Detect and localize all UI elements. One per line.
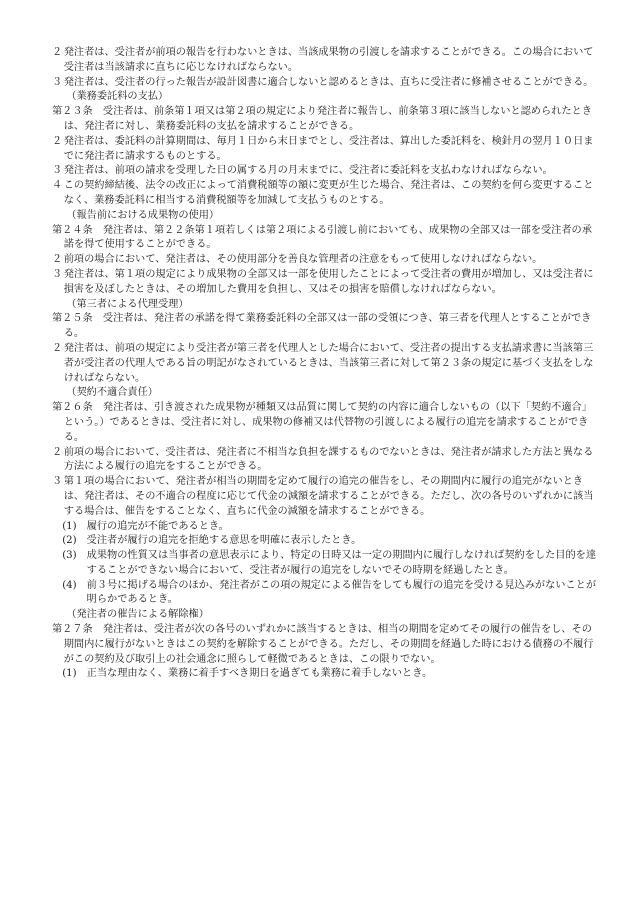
paragraph-number: ３ xyxy=(52,268,63,280)
list-item xyxy=(62,667,600,682)
paragraph xyxy=(52,46,600,76)
item-text: 正当な理由なく、業務に着手すべき期日を過ぎても業務に着手しないとき。 xyxy=(86,668,433,680)
item-text: 受注者が履行の追完を拒絶する意思を明確に表示したとき。 xyxy=(86,535,362,547)
paragraph-number: ３ xyxy=(52,76,63,88)
item-number: (1) xyxy=(62,520,77,532)
item-number: (2) xyxy=(62,535,77,547)
paragraph xyxy=(52,268,600,298)
paragraph-text: 発注者は、委託料の計算期間は、毎月１日から末日までとし、受注者は、算出した委託料を、検針月の翌月１０日までに発注者に請求するものとする。 xyxy=(63,135,594,162)
paragraph-number: ２ xyxy=(52,446,63,458)
list-item xyxy=(62,534,600,549)
item-number: (4) xyxy=(62,579,77,591)
article-paragraph: 第２４条 発注者は、第２２条第１項若しくは第２項による引渡し前においても、成果物の全部又は一部を受注者の承諾を得て使用することができる。 xyxy=(52,224,592,251)
paragraph-number: ２ xyxy=(52,342,63,354)
article-paragraph: 第２６条 発注者は、引き渡された成果物が種類又は品質に関して契約の内容に適合しないもの（以下「契約不適合」という。）であるときは、受注者に対し、成果物の修補又は代替物の引渡しによる履行の追完を請求することができる。 xyxy=(52,402,592,443)
paragraph xyxy=(52,76,600,91)
article-paragraph: 第２５条 受注者は、発注者の承諾を得て業務委託料の全部又は一部の受領につき、第三者を代理人とすることができる。 xyxy=(52,313,592,340)
list-item xyxy=(62,579,600,609)
item-text: 履行の追完が不能であるとき。 xyxy=(86,520,229,532)
item-text: 前３号に掲げる場合のほか、発注者がこの項の規定による催告をしても履行の追完を受ける見込みがないことが明らかであるとき。 xyxy=(86,579,597,606)
paragraph-text: 発注者は、前項の請求を受理した日の属する月の月末までに、受注者に委託料を支払わなければならない。 xyxy=(63,165,553,177)
paragraph-text: 前項の場合において、発注者は、その使用部分を善良な管理者の注意をもって使用しなければならない。 xyxy=(63,254,543,266)
paragraph xyxy=(52,253,600,268)
paragraph-number: ３ xyxy=(52,476,63,488)
section-heading: （第三者による代理受理） xyxy=(66,298,189,310)
item-number: (3) xyxy=(62,550,77,562)
section-heading: （契約不適合責任） xyxy=(66,387,158,399)
article-paragraph: 第２３条 受注者は、前条第１項又は第２項の規定により発注者に報告し、前条第３項に該当しないと認められたときは、発注者に対し、業務委託料の支払を請求することができる。 xyxy=(52,106,592,132)
paragraph-number: ３ xyxy=(52,165,63,177)
paragraph-text: 前項の場合において、受注者は、発注者に不相当な負担を課するものでないときは、発注者が請求した方法と異なる方法による履行の追完をすることができる。 xyxy=(63,446,594,473)
paragraph xyxy=(52,475,600,519)
paragraph-text: 発注者は、第１項の規定により成果物の全部又は一部を使用したことによって受注者の費用が増加し、又は受注者に損害を及ぼしたときは、その増加した費用を負担し、又はその損害を賠償しなければならない。 xyxy=(63,268,594,295)
paragraph xyxy=(52,135,600,165)
list-item xyxy=(62,520,600,535)
section-heading: （報告前における成果物の使用） xyxy=(66,209,220,221)
paragraph-text: 発注者は、受注者の行った報告が設計図書に適合しないと認めるときは、直ちに受注者に修補させることができる。 xyxy=(63,76,594,88)
paragraph-number: ４ xyxy=(52,180,63,192)
section-heading: （業務委託料の支払） xyxy=(66,91,169,103)
paragraph-text: 第１項の場合において、発注者が相当の期間を定めて履行の追完の催告をし、その期間内に履行の追完がないときは、発注者は、その不適合の程度に応じて代金の減額を請求することができる。ただし、次の各号のいずれかに該当する場合は、催告をすることなく、直ちに代金の減額を請求することができる。 xyxy=(63,476,594,517)
article-paragraph: 第２７条 発注者は、受注者が次の各号のいずれかに該当するときは、相当の期間を定めてその履行の催告をし、その期間内に履行がないときはこの契約を解除することができる。ただし、その期間を経過した時における債務の不履行がこの契約及び取引上の社会通念に照らして軽微であるときは、この限りでない。 xyxy=(52,624,594,665)
item-text: 成果物の性質又は当事者の意思表示により、特定の日時又は一定の期間内に履行しなければ契約をした目的を達することができない場合において、受注者が履行の追完をしないでその時期を経過したとき。 xyxy=(86,550,597,576)
paragraph xyxy=(52,342,600,386)
paragraph xyxy=(52,179,600,209)
paragraph-text: この契約締結後、法令の改正によって消費税額等の額に変更が生じた場合、発注者は、この契約を何ら変更することなく、業務委託料に相当する消費税額等を加減して支払うものとする。 xyxy=(63,180,594,206)
list-item xyxy=(62,549,600,579)
paragraph-text: 発注者は、前項の規定により受注者が第三者を代理人とした場合において、受注者の提出する支払請求書に当該第三者が受注者の代理人である旨の明記がなされているときは、当該第三者に対して第２３条の規定に基づく支払をしなければならない。 xyxy=(63,342,594,384)
paragraph-number: ２ xyxy=(52,135,63,147)
paragraph-number: ２ xyxy=(52,254,63,266)
section-heading: （発注者の催告による解除権） xyxy=(66,609,209,621)
paragraph-number: ２ xyxy=(52,47,63,58)
paragraph xyxy=(52,446,600,476)
item-number: (1) xyxy=(62,668,77,680)
paragraph xyxy=(52,164,600,179)
paragraph-text: 発注者は、受注者が前項の報告を行わないときは、当該成果物の引渡しを請求することができる。この場合において受注者は当該請求に直ちに応じなければならない。 xyxy=(63,47,594,73)
